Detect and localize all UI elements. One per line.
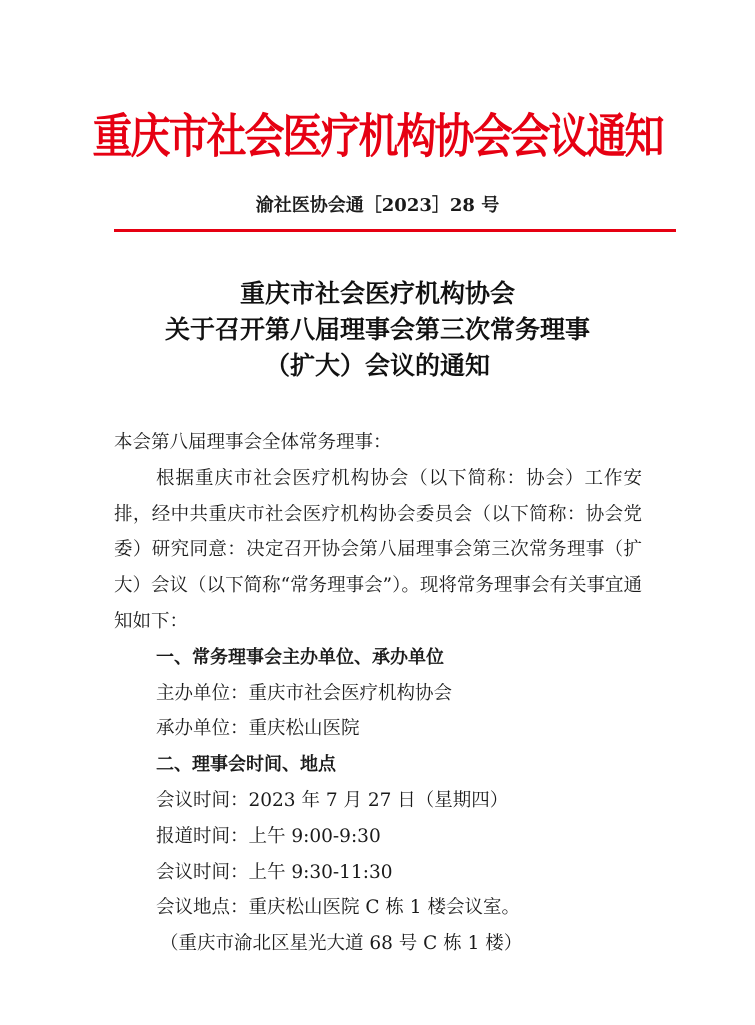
checkin-time: 报道时间：上午 9:00-9:30 [156, 825, 381, 847]
document-number: 渝社医协会通［2023］28 号 [255, 195, 500, 216]
salutation: 本会第八届理事会全体常务理事： [114, 432, 392, 453]
notice-title-line-1: 重庆市社会医疗机构协会 [239, 279, 515, 308]
meeting-location: 会议地点：重庆松山医院 C 栋 1 楼会议室。 [156, 897, 520, 919]
organizer-unit: 承办单位：重庆松山医院 [156, 718, 360, 740]
section-1-heading: 一、常务理事会主办单位、承办单位 [156, 646, 444, 668]
header-divider [114, 229, 676, 232]
notice-body [114, 425, 642, 962]
meeting-address: （重庆市渝北区星光大道 68 号 C 栋 1 楼） [160, 933, 523, 955]
notice-title-line-2: 关于召开第八届理事会第三次常务理事 [164, 315, 590, 344]
notice-title-line-3: （扩大）会议的通知 [264, 351, 490, 380]
host-unit: 主办单位：重庆市社会医疗机构协会 [156, 682, 453, 704]
meeting-date: 会议时间：2023 年 7 月 27 日（星期四） [156, 789, 509, 811]
org-header-title: 重庆市社会医疗机构协会会议通知 [92, 109, 663, 165]
notice-title [0, 276, 755, 384]
meeting-time: 会议时间：上午 9:30-11:30 [156, 861, 393, 883]
intro-paragraph: 根据重庆市社会医疗机构协会（以下简称：协会）工作安排，经中共重庆市社会医疗机构协会委员会（以下简称：协会党委）研究同意：决定召开协会第八届理事会第三次常务理事（扩大）会议（以下简称“常务理事会”）。现将常务理事会有关事宜通知如下： [114, 467, 642, 632]
section-2-heading: 二、理事会时间、地点 [156, 754, 336, 776]
